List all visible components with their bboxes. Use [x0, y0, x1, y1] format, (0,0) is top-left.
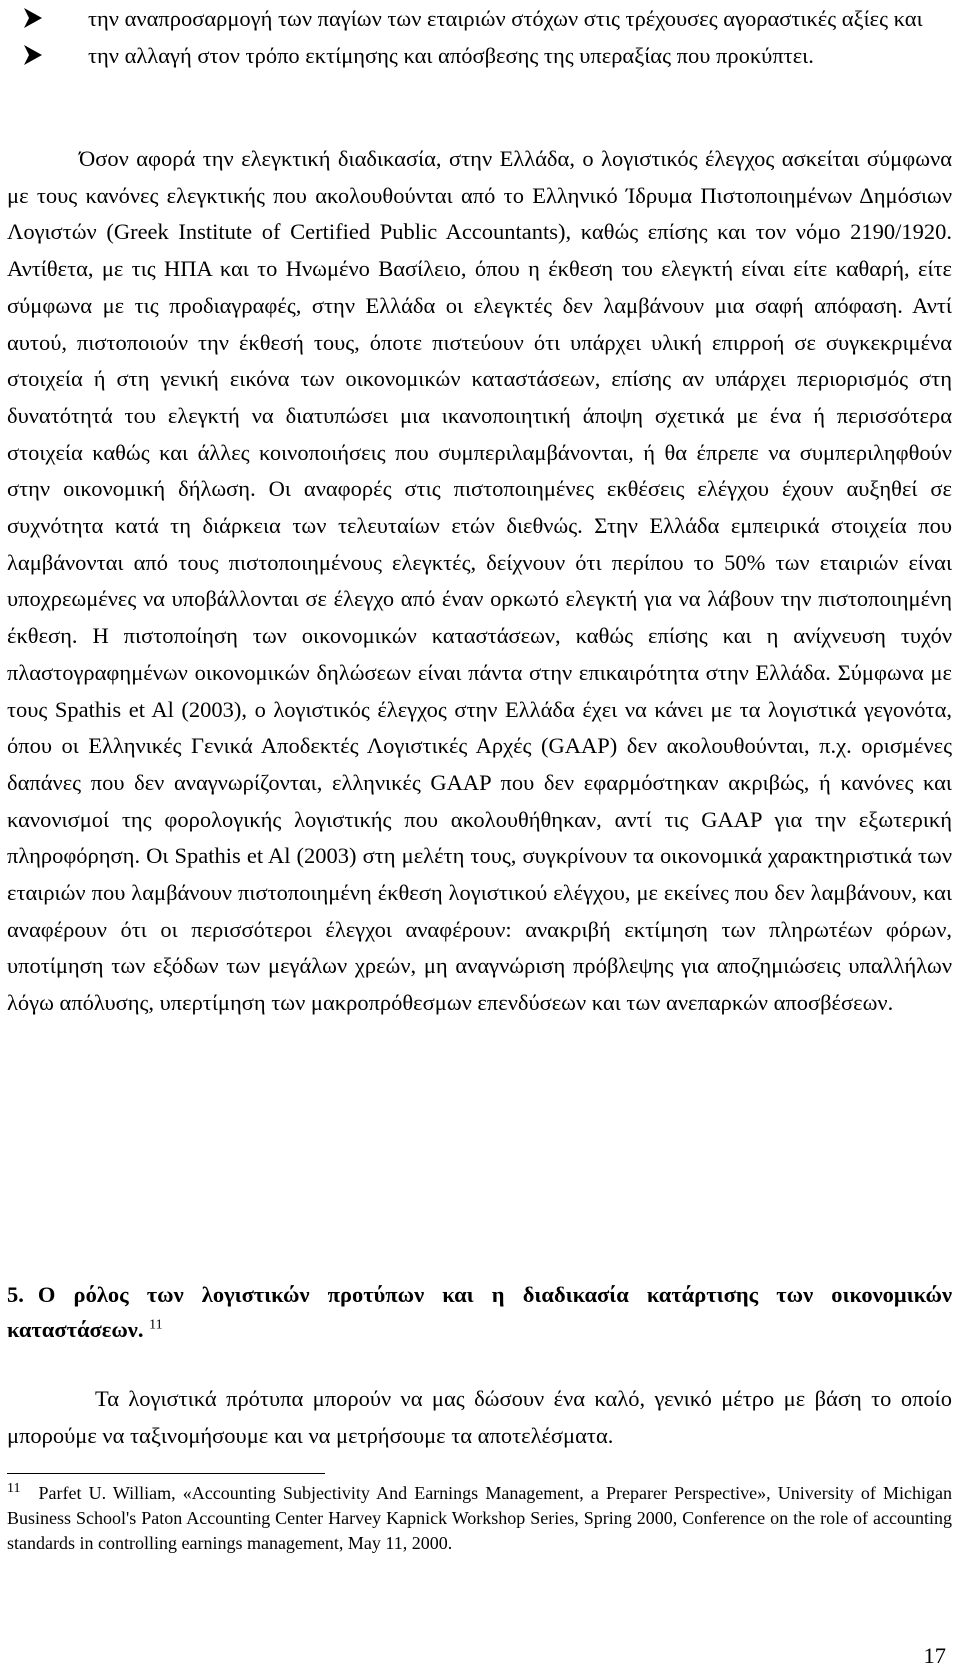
bullet-item — [8, 0, 952, 37]
bullet-text: την αλλαγή στον τρόπο εκτίμησης και απόσβεσης της υπεραξίας που προκύπτει. — [88, 43, 814, 68]
bullet-list — [8, 0, 952, 74]
bullet-item — [8, 37, 952, 74]
footnote — [7, 1481, 952, 1556]
arrowhead-bullet-icon — [22, 44, 44, 66]
section-number: 5. — [7, 1282, 24, 1307]
intro-paragraph: Τα λογιστικά πρότυπα μπορούν να μας δώσουν ένα καλό, γενικό μέτρο με βάση το οποίο μπορούμε να ταξινομήσουμε και να μετρήσουμε τα αποτελέσματα. — [7, 1386, 952, 1448]
footnote-number: 11 — [7, 1481, 21, 1496]
section-title: Ο ρόλος των λογιστικών προτύπων και η διαδικασία κατάρτισης των οικονομικών καταστάσεων. — [7, 1282, 952, 1342]
footnote-text: Parfet U. William, «Accounting Subjectivity And Earnings Management, a Preparer Perspective», University of Michigan Business School's Paton Accounting Center Harvey Kapnick Workshop Series, Spring 2000, Conference on the role of accounting standards in controlling earnings management, May 11, 2000. — [7, 1483, 952, 1553]
page-number: 17 — [923, 1643, 946, 1668]
arrowhead-bullet-icon — [22, 7, 44, 29]
section-heading — [7, 1277, 952, 1347]
bullet-text: την αναπροσαρμογή των παγίων των εταιριών στόχων στις τρέχουσες αγοραστικές αξίες και — [88, 6, 923, 31]
footnote-separator — [7, 1473, 325, 1474]
body-paragraph: Όσον αφορά την ελεγκτική διαδικασία, στην Ελλάδα, ο λογιστικός έλεγχος ασκείται σύμφωνα με τους κανόνες ελεγκτικής που ακολουθούνται από το Ελληνικό Ίδρυμα Πιστοποιημένων Δημόσιων Λογιστών (Greek Institute of Certified Public Accountants), καθώς επίσης και τον νόμο 2190/1920. Αντίθετα, με τις ΗΠΑ και το Ηνωμένο Βασίλειο, όπου η έκθεση του ελεγκτή είναι είτε καθαρή, είτε σύμφωνα με τις προδιαγραφές, στην Ελλάδα οι ελεγκτές δεν λαμβάνουν μια σαφή απόφαση. Αντί αυτού, πιστοποιούν την έκθεσή τους, όποτε πιστεύουν ότι υπάρχει υλική επιρροή σε συγκεκριμένα στοιχεία ή στη γενική εικόνα των οικονομικών καταστάσεων, επίσης αν υπάρχει περιορισμός στη δυνατότητά του ελεγκτή να διατυπώσει μια ικανοποιητική άποψη σχετικά με ένα ή περισσότερα στοιχεία καθώς και άλλες κοινοποιήσεις που συμπεριλαμβάνονται, ή θα έπρεπε να συμπεριληφθούν στην οικονομική δήλωση. Οι αναφορές στις πιστοποιημένες εκθέσεις ελέγχου έχουν αυξηθεί σε συχνότητα κατά τη διάρκεια των τελευταίων ετών διεθνώς. Στην Ελλάδα εμπειρικά στοιχεία που λαμβάνονται από τους πιστοποιημένους ελεγκτές, δείχνουν ότι περίπου το 50% των εταιριών είναι υποχρεωμένες να υποβάλλονται σε έλεγχο από έναν ορκωτό ελεγκτή για να λάβουν την πιστοποιημένη έκθεση. Η πιστοποίηση των οικονομικών καταστάσεων, καθώς επίσης και η ανίχνευση τυχόν πλαστογραφημένων οικονομικών δηλώσεων είναι πάντα στην επικαιρότητα στην Ελλάδα. Σύμφωνα με τους Spathis et Al (2003), ο λογιστικός έλεγχος στην Ελλάδα έχει να κάνει με τα λογιστικά γεγονότα, όπου οι Ελληνικές Γενικά Αποδεκτές Λογιστικές Αρχές (GAAP) δεν ακολουθούνται, π.χ. ορισμένες δαπάνες που δεν αναγνωρίζονται, ελληνικές GAAP που δεν εφαρμόστηκαν ακριβώς, ή κανόνες και κανονισμοί της φορολογικής λογιστικής που ακολουθήθηκαν, αντί τις GAAP για την εξωτερική πληροφόρηση. Οι Spathis et Al (2003) στη μελέτη τους, συγκρίνουν τα οικονομικά χαρακτηριστικά των εταιριών που λαμβάνουν πιστοποιημένη έκθεση λογιστικού ελέγχου, με εκείνες που δεν λαμβάνουν, και αναφέρουν ότι οι περισσότεροι έλεγχοι αναφέρουν: ανακριβή εκτίμηση των πληρωτέων φόρων, υποτίμηση των εξόδων των μεγάλων χρεών, μη αναγνώριση πρόβλεψης για αποζημιώσεις υπαλλήλων λόγω απόλυσης, υπερτίμηση των μακροπρόθεσμων επενδύσεων και των ανεπαρκών αποσβέσεων. — [7, 146, 952, 1016]
footnote-reference[interactable]: 11 — [149, 1317, 163, 1333]
